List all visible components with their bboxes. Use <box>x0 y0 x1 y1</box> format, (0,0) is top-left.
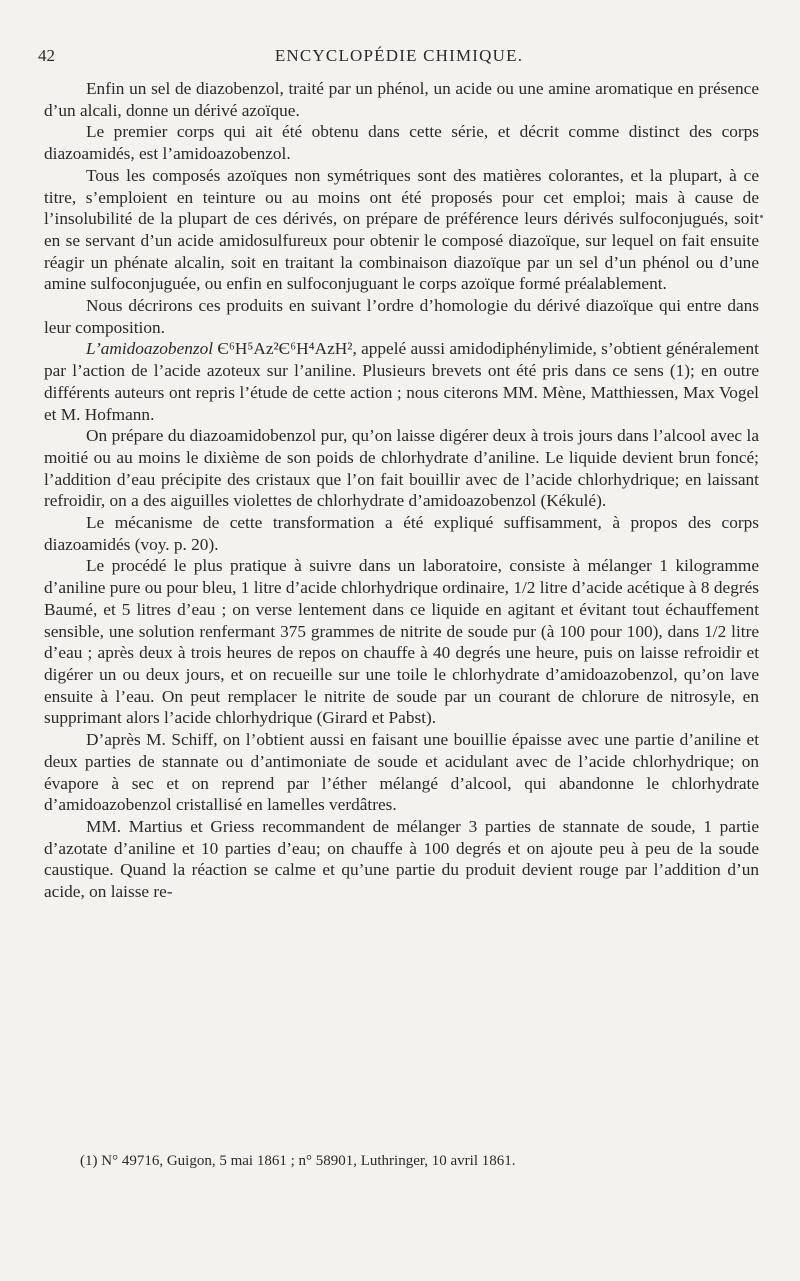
paragraph-preparation: On prépare du diazoamidobenzol pur, qu’on laisse digérer deux à trois jours dans l’alcool avec la moitié ou au moins le dixième de son poids de chlorhydrate d’aniline. Le liquide devient brun foncé; l’addition d’eau précipite des cristaux que l’on fait bouillir avec de l’acide chlorhydrique; en laissant refroidir, on a des aiguilles violettes de chlorhydrate d’amidoazobenzol (Kékulé). <box>44 426 759 511</box>
footnote: (1) N° 49716, Guigon, 5 mai 1861 ; n° 58901, Luthringer, 10 avril 1861. <box>80 1153 516 1169</box>
paragraph-coloring-matters: Tous les composés azoïques non symétriques sont des matières colorantes, et la plupart, à ce titre, s’emploient en teinture ou au moins ont été proposés pour cet emploi; mais à cause de l’insolubilité de la plupart de ces dérivés, on prépare de préférence leurs dérivés sulfoconjugués, soit en se servant d’un acide amidosulfureux pour obtenir le composé diazoïque, sur lequel on fait ensuite réagir un phénate alcalin, soit en traitant la combinaison diazoïque par un sel d’un phénol ou d’une amine sulfoconjuguée, ou enfin en sulfoconjuguant le corps azoïque formé préalablement. <box>44 165 759 294</box>
paragraph-martius-griess: MM. Martius et Griess recommandent de mélanger 3 parties de stannate de soude, 1 partie d’azotate d’aniline et 10 parties d’eau; on chauffe à 100 degrés et on ajoute peu à peu de la soude caustique. Quand la réaction se calme et qu’une partie du produit devient rouge par l’addition d’un acide, on laisse re- <box>44 816 759 902</box>
paragraph-amidoazobenzol <box>44 338 759 425</box>
paragraph-mechanism: Le mécanisme de cette transformation a été expliqué suffisamment, à propos des corps diazoamidés (voy. p. 20). <box>44 513 759 554</box>
term-amidoazobenzol: L’amidoazobenzol <box>86 339 214 359</box>
body-text <box>44 78 759 903</box>
paragraph-first-compound: Le premier corps qui ait été obtenu dans cette série, et décrit comme distinct des corps diazoamidés, est l’amidoazobenzol. <box>44 122 759 164</box>
amidoazobenzol-text: , appelé aussi amidodiphénylimide, s’obtient généralement par l’action de l’acide azoteux sur l’aniline. Plusieurs brevets ont été pris dans ce sens (1); en outre différents auteurs ont repris l’étude de cette action ; nous citerons MM. Mène, Matthiessen, Max Vogel et M. Hofmann. <box>44 339 759 424</box>
page-number: 42 <box>38 46 55 65</box>
page-header <box>38 44 760 68</box>
paragraph-azo-derivative: Enfin un sel de diazobenzol, traité par un phénol, un acide ou une amine aromatique en présence d’un alcali, donne un dérivé azoïque. <box>44 79 759 120</box>
chemical-formula: Є⁶H⁵Az²Є⁶H⁴AzH² <box>217 339 353 359</box>
running-title: ENCYCLOPÉDIE CHIMIQUE. <box>274 46 524 65</box>
ink-speck <box>760 215 763 218</box>
paragraph-schiff: D’après M. Schiff, on l’obtient aussi en faisant une bouillie épaisse avec une partie d’aniline et deux parties de stannate ou d’antimoniate de soude et acidulant avec de l’acide chlorhydrique; on évapore à sec et on reprend par l’éther mélangé d’alcool, qui abandonne le chlorhydrate d’amidoazobenzol cristallisé en lamelles verdâtres. <box>44 730 759 815</box>
paragraph-laboratory-process: Le procédé le plus pratique à suivre dans un laboratoire, consiste à mélanger 1 kilogramme d’aniline pure ou pour bleu, 1 litre d’acide chlorhydrique ordinaire, 1/2 litre d’acide acétique à 8 degrés Baumé, et 5 litres d’eau ; on verse lentement dans ce liquide en agitant et évitant tout échauffement sensible, une solution renfermant 375 grammes de nitrite de soude pur (à 100 pour 100), dans 1/2 litre d’eau ; après deux à trois heures de repos on chauffe à 40 degrés une heure, puis on laisse refroidir et digérer un ou deux jours, et on recueille sur une toile le chlorhydrate d’amidoazobenzol, qu’on lave ensuite à l’eau. On peut remplacer le nitrite de soude par un courant de chlorure de nitrosyle, en supprimant alors l’acide chlorhydrique (Girard et Pabst). <box>44 556 759 728</box>
paragraph-order: Nous décrirons ces produits en suivant l’ordre d’homologie du dérivé diazoïque qui entre dans leur composition. <box>44 296 759 337</box>
